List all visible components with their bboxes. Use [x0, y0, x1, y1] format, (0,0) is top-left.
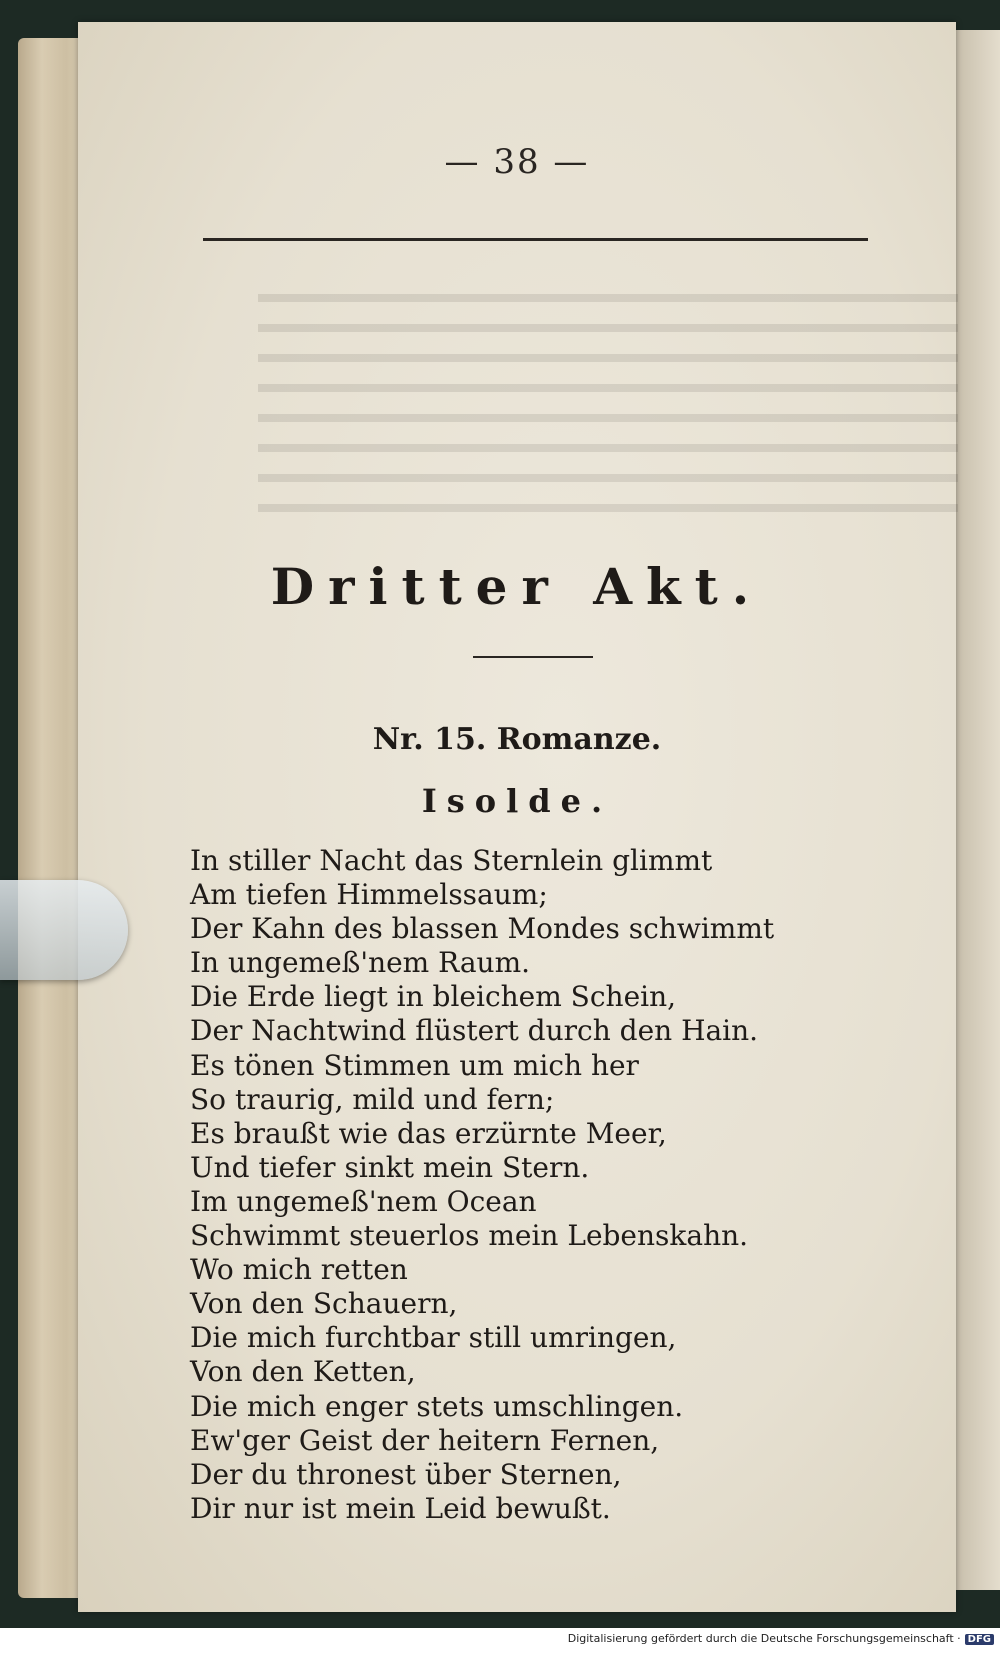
verse-line: So traurig, mild und fern; — [190, 1082, 555, 1116]
act-title: Dritter Akt. — [270, 557, 764, 616]
verse-line: Im ungemeß'nem Ocean — [190, 1184, 537, 1218]
page-number: — 38 — — [444, 142, 590, 182]
number-heading: Nr. 15. Romanze. — [372, 722, 662, 757]
facing-page-edge — [956, 30, 1000, 1590]
verse-line: Dir nur ist mein Leid bewußt. — [190, 1491, 611, 1525]
verse-line: Der Nachtwind flüstert durch den Hain. — [190, 1014, 759, 1048]
verse-line: Der Kahn des blassen Mondes schwimmt — [190, 912, 775, 946]
verse-line: Die Erde liegt in bleichem Schein, — [190, 980, 677, 1014]
verse-line: Schwimmt steuerlos mein Lebenskahn. — [190, 1219, 749, 1253]
verse-line: Die mich enger stets umschlingen. — [190, 1389, 684, 1423]
verse-line: Von den Schauern, — [190, 1287, 458, 1321]
page-clip — [0, 880, 128, 980]
verse-line: Der du thronest über Sternen, — [190, 1457, 622, 1491]
verse-line: Ew'ger Geist der heitern Fernen, — [190, 1423, 660, 1457]
show-through-text — [258, 272, 958, 512]
verse-line: Und tiefer sinkt mein Stern. — [190, 1150, 590, 1184]
funding-footer — [568, 1632, 994, 1645]
character-name: Isolde. — [421, 782, 613, 820]
dfg-logo: DFG — [965, 1634, 994, 1645]
verse-line: Die mich furchtbar still umringen, — [190, 1321, 677, 1355]
section-rule — [473, 656, 593, 658]
verse-line: Es tönen Stimmen um mich her — [190, 1048, 639, 1082]
verse-block — [190, 844, 910, 1526]
verse-line: In ungemeß'nem Raum. — [190, 946, 531, 980]
funding-text: Digitalisierung gefördert durch die Deutsche Forschungsgemeinschaft · — [567, 1632, 961, 1645]
book-page — [78, 22, 956, 1612]
verse-line: Wo mich retten — [190, 1253, 408, 1287]
verse-line: Von den Ketten, — [190, 1355, 416, 1389]
verse-line: Am tiefen Himmelssaum; — [190, 878, 548, 912]
header-rule — [203, 238, 868, 241]
verse-line: In stiller Nacht das Sternlein glimmt — [190, 844, 713, 877]
verse-line: Es braußt wie das erzürnte Meer, — [190, 1116, 667, 1150]
